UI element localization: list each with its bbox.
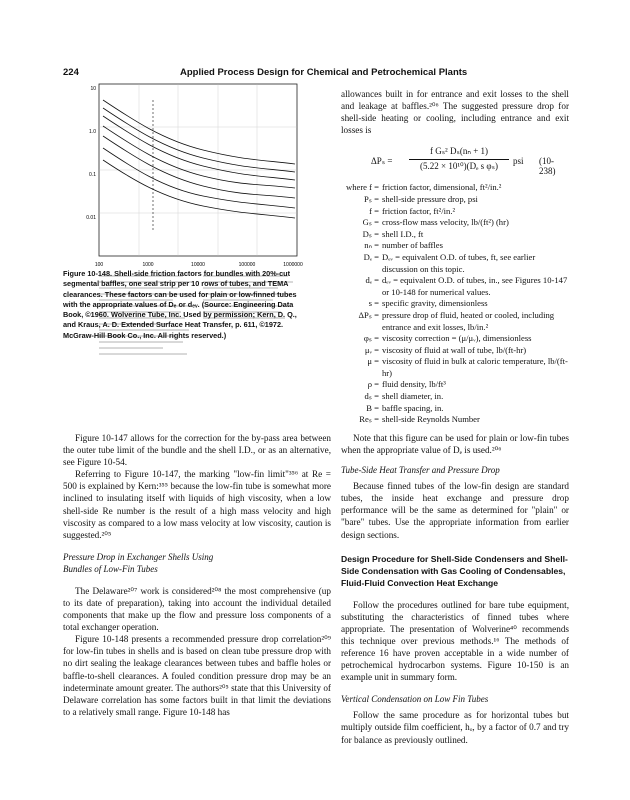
definition-row	[341, 333, 569, 345]
definition-text: pressure drop of fluid, heated or cooled, including entrance and exit losses, lb/in.²	[382, 309, 555, 332]
definition-text: shell-side Reynolds Number	[382, 414, 480, 425]
definition-symbol: B =	[366, 402, 379, 413]
paragraph: The Delaware²⁰⁷ work is considered²⁰⁸ the most comprehensive (up to its date of preparation), taking into account the individual detailed components that make up the flow and pressure loss components of a total exchanger operation.	[63, 585, 331, 633]
curves	[103, 100, 295, 218]
equation-numerator: f Gₛ² Dₛ(nₙ + 1)	[429, 146, 489, 157]
definition-text: shell-side pressure drop, psi	[382, 193, 478, 204]
definition-text: number of baffles	[382, 240, 443, 251]
definition-row	[341, 252, 569, 275]
definition-symbol: dₑ =	[365, 275, 379, 286]
definition-row	[341, 275, 569, 298]
definition-text: dₑᵥ = equivalent O.D. of tubes, in., see Figures 10-147 or 10-148 for numerical values.	[382, 275, 568, 297]
paragraph: Figure 10-147 allows for the correction for the by-pass area between the outer tube limit of the bundle and the shell I.D., or as an alternative, see Figure 10-54.	[63, 433, 331, 468]
x-tick-label: 100	[94, 262, 104, 268]
definition-row	[341, 356, 569, 379]
definition-row	[341, 391, 569, 403]
variable-definitions	[341, 182, 569, 425]
page-number: 224	[63, 67, 79, 78]
section-heading: Tube-Side Heat Transfer and Pressure Drop	[341, 465, 500, 476]
definition-text: friction factor, ft²/in.²	[382, 205, 456, 216]
y-tick-label: 1.0	[89, 129, 96, 135]
y-tick-label: 10	[90, 86, 96, 92]
equation-denominator: (5.22 × 10¹⁰)(Dₑ s φₛ)	[420, 161, 498, 172]
definition-symbol: ρ =	[367, 379, 379, 390]
definition-text: shell diameter, in.	[382, 391, 444, 402]
definition-symbol: Reₛ =	[359, 414, 379, 425]
paragraph: Figure 10-148 presents a recommended pressure drop correlation²⁰⁹ for low-fin tubes in shells and is based on clean tube pressure drop with no dirt sealing the leakage clearances between tubes and baffle holes or baffle-to-shell clearances. A fouled condition pressure drop may be an indeterminate amount greater. The authors²⁰⁵ state that this University of Delaware correlation has some factors built in that limit the deviations to a relatively small range. Figure 10-148 has	[63, 634, 331, 717]
definition-text: cross-flow mass velocity, lb/(ft²) (hr)	[382, 217, 509, 228]
definition-text: viscosity correction = (μ/μᵥ), dimensionless	[382, 333, 532, 344]
definition-symbol: ΔPₛ =	[358, 309, 379, 320]
equation-unit: psi	[513, 156, 524, 167]
x-tick-label: 1000	[142, 262, 154, 268]
definition-text: fluid density, lb/ft³	[382, 379, 446, 390]
x-tick-label: 1000000	[283, 262, 303, 268]
definition-symbol: μ =	[367, 356, 379, 367]
definition-symbol: φₛ =	[363, 333, 379, 344]
running-header: Applied Process Design for Chemical and Petrochemical Plants	[180, 67, 468, 78]
equation-lhs: ΔPₛ =	[371, 156, 393, 167]
definition-row	[341, 194, 569, 206]
definition-symbol: dₛ =	[364, 391, 379, 402]
definition-text: specific gravity, dimensionless	[382, 298, 488, 309]
definition-text: Dₑᵥ = equivalent O.D. of tubes, ft, see earlier discussion on this topic.	[382, 251, 536, 274]
definition-symbol: where f =	[346, 182, 379, 193]
definition-text: friction factor, dimensional, ft²/in.²	[382, 182, 502, 193]
definition-symbol: Dₛ =	[362, 228, 379, 239]
definition-symbol: f =	[369, 205, 379, 216]
paragraph: Follow the procedures outlined for bare tube equipment, substituting the characteristics of finned tubes where appropriate. The presentation of Wolverine⁴⁰ recommends this technique over previous methods.¹⁶ The methods of reference 16 have proven acceptable in a wide number of petrochemical hydrocarbon systems. Figure 10-150 is an example unit in summary form.	[341, 599, 569, 683]
paragraph: Note that this figure can be used for plain or low-fin tubes when the appropriate value of Dₑ is used.²⁰⁶	[341, 433, 569, 456]
definition-row	[341, 345, 569, 357]
paragraph: Because finned tubes of the low-fin design are standard tubes, the inside heat exchange and pressure drop performance will be the same as determined for "plain" or "bare" tubes. Use the appropriate information from earlier design sections.	[341, 481, 569, 540]
section-heading: Design Procedure for Shell-Side Condensers and Shell-Side Condensation with Gas Cooling of Condensables, Fluid-Fluid Convection Heat Exchange	[341, 553, 568, 588]
fraction-bar	[409, 159, 509, 160]
definition-symbol: nₙ =	[364, 240, 379, 251]
definition-row	[341, 403, 569, 415]
definition-symbol: s =	[368, 298, 379, 309]
definition-text: baffle spacing, in.	[382, 402, 444, 413]
definition-text: viscosity of fluid at wall of tube, lb/(ft-hr)	[382, 344, 527, 355]
definition-row	[341, 379, 569, 391]
definition-row	[341, 240, 569, 252]
paragraph: allowances built in for entrance and exit losses to the shell and leakage at baffles.²⁰⁶ The suggested pressure drop for shell-side heating or cooling, including entrance and exit losses is	[341, 89, 569, 136]
definition-symbol: Pₛ =	[364, 193, 379, 204]
section-heading: Pressure Drop in Exchanger Shells Using Bundles of Low-Fin Tubes	[63, 551, 214, 574]
y-tick-label: 0.1	[89, 172, 96, 178]
paragraph: Follow the same procedure as for horizontal tubes but multiply outside film coefficient, hₒ, by a factor of 0.7 and try for balance as previously outlined.	[341, 710, 569, 745]
paragraph: Referring to Figure 10-147, the marking "low-fin limit"³⁵⁶ at Re = 500 is explained by Kern:³⁵⁵ because the low-fin tube is somewhat more inclined to insulating itself with liquids of high viscosity, when a low shell-side Re number is the result of a high mass velocity and high viscosity as compared to a low mass velocity at low viscosity, caution is suggested.²⁰⁵	[63, 469, 331, 540]
x-tick-label: 100000	[238, 262, 256, 268]
definition-row	[341, 310, 569, 333]
definition-text: viscosity of fluid in bulk at caloric temperature, lb/(ft-hr)	[382, 356, 568, 378]
definition-text: shell I.D., ft	[382, 228, 424, 239]
grid	[99, 84, 297, 256]
equation-number: (10-238)	[539, 156, 556, 177]
definition-row	[341, 298, 569, 310]
definition-row	[341, 217, 569, 229]
definition-symbol: Gₛ =	[362, 217, 379, 228]
definition-symbol: Dₑ =	[363, 251, 379, 262]
figure-caption: Figure 10-148. Shell-side friction factors for bundles with 20%-cut segmental baffles, one seal strip per 10 rows of tubes, and TEMA clearances. These factors can be used for plain or low-finned tubes with the appropriate values of Dₑ or dₑᵥ. (Source: Engineering Data Book, ©1960. Wolverine Tube, Inc. Used by permission; Kern, D. Q., and Kraus, A. D. Extended Surface Heat Transfer, p. 611, ©1972. McGraw-Hill Book Co., Inc. All rights reserved.)	[63, 269, 297, 340]
equation-10-238	[341, 142, 569, 182]
definition-row	[341, 182, 569, 194]
definition-symbol: μᵥ =	[364, 344, 379, 355]
x-tick-label: 10000	[191, 262, 205, 268]
section-heading: Vertical Condensation on Low Fin Tubes	[341, 694, 489, 705]
definition-row	[341, 206, 569, 218]
definition-row	[341, 229, 569, 241]
definition-row	[341, 414, 569, 426]
y-tick-label: 0.01	[86, 215, 96, 221]
